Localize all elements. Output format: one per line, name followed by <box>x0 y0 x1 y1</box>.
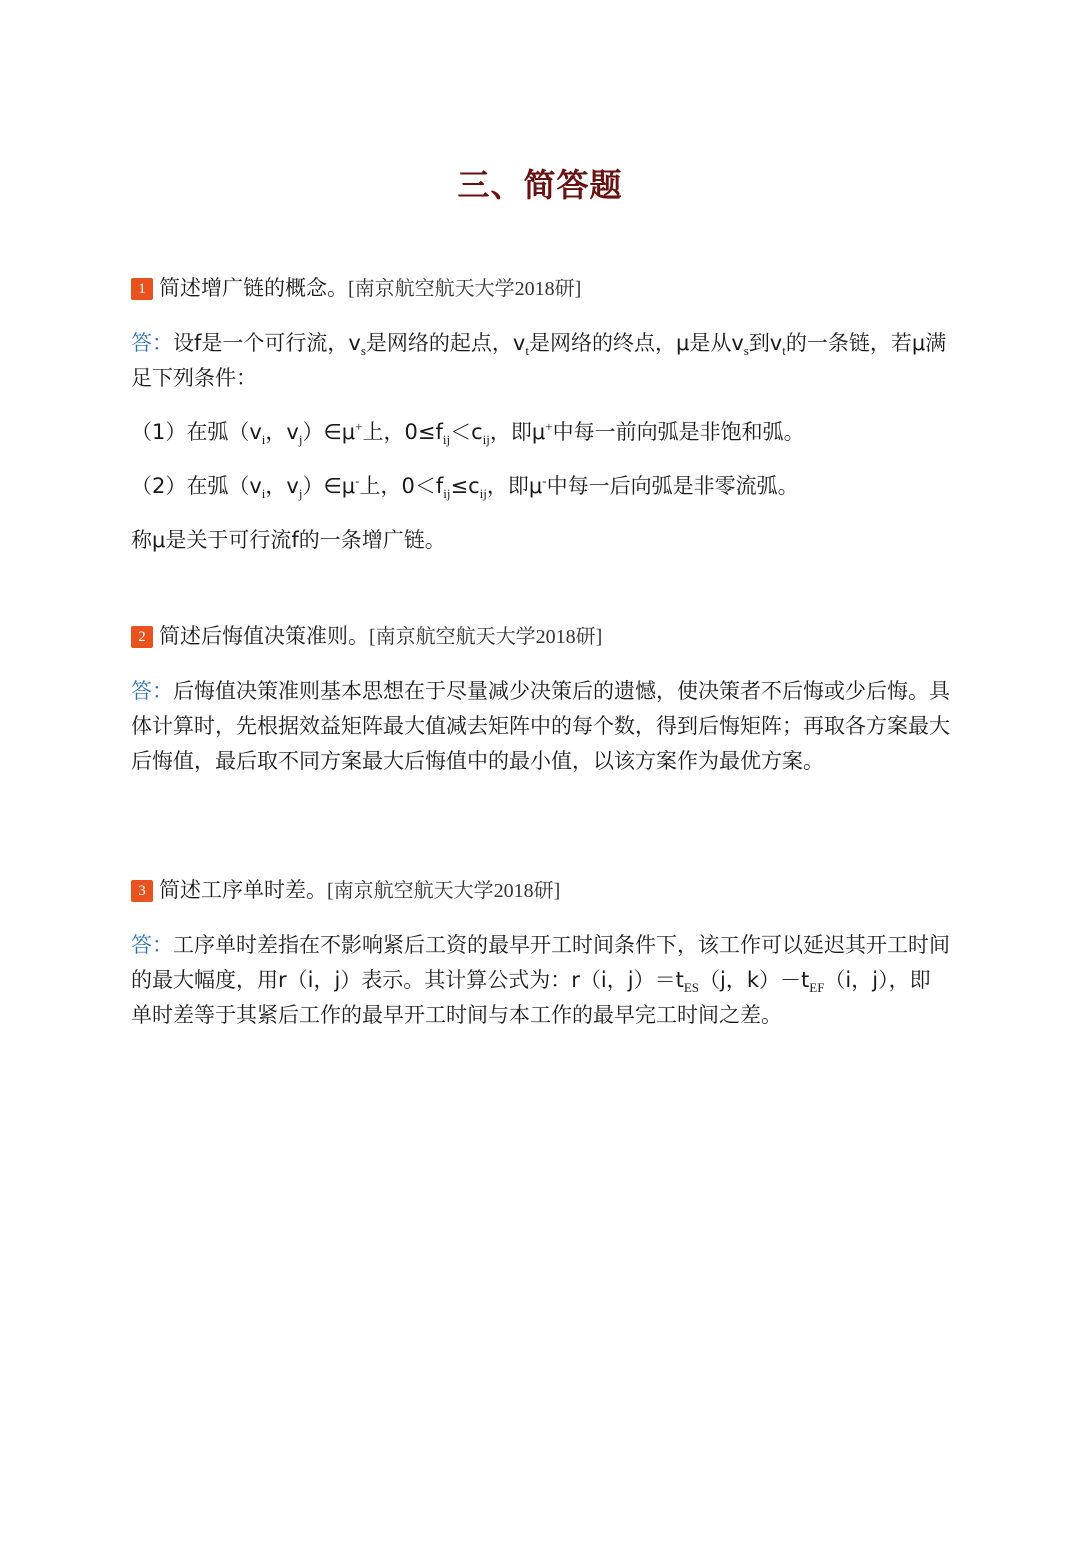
question-source: [南京航空航天大学2018研] <box>369 626 603 648</box>
question-text: 简述后悔值决策准则。 <box>159 624 369 648</box>
condition-2: （2）在弧（$v_i$，$v_j)\in\mu^-$上，$0<f_{ij}\le c_{ij}$，即μ-中每一后向弧是非零流弧。 <box>131 473 799 502</box>
condition-1: （1）在弧（$v_i$，$v_j)\in\mu^+$上，$0\le f_{ij}<c_{ij}$，即μ+中每一前向弧是非饱和弧。 <box>131 419 805 448</box>
question-text: 简述工序单时差。 <box>159 878 327 902</box>
answer-paragraph: 答：后悔值决策准则基本思想在于尽量减少决策后的遗憾，使决策者不后悔或少后悔。具体计算时，先根据效益矩阵最大值减去矩阵中的每个数，得到后悔矩阵；再取各方案最大后悔值，最后取不同方案最大后悔值中的最小值，以该方案作为最优方案。 <box>131 679 950 773</box>
question-3 <box>131 875 951 1033</box>
answer-paragraph: 答：工序单时差指在不影响紧后工资的最早开工时间条件下，该工作可以延迟其开工时间的最大幅度，用r（i，j）表示。其计算公式为：r（i，$j)=t_{ES}(j$，$k)-t_{EF}(i$，j），即单时差等于其紧后工作的最早开工时间与本工作的最早完工时间之差。 <box>131 933 950 1027</box>
question-2-heading <box>131 621 951 652</box>
answer-intro: 答：设f是一个可行流，$v_s$是网络的起点，$v_t$是网络的终点，μ是从$v_s$到$v_t$的一条链，若μ满足下列条件： <box>131 331 947 390</box>
question-source: [南京航空航天大学2018研] <box>327 880 561 902</box>
question-text: 简述增广链的概念。 <box>159 276 348 300</box>
answer-label: 答： <box>131 331 173 355</box>
answer-label: 答： <box>131 679 173 703</box>
answer-label: 答： <box>131 933 173 957</box>
question-3-heading <box>131 875 951 906</box>
question-source: [南京航空航天大学2018研] <box>348 278 582 300</box>
answer-conclusion: 称μ是关于可行流f的一条增广链。 <box>131 528 446 552</box>
question-number-badge: 2 <box>131 626 153 648</box>
question-1-heading <box>131 273 951 304</box>
question-number-badge: 1 <box>131 278 153 300</box>
question-1 <box>131 273 951 558</box>
question-number-badge: 3 <box>131 880 153 902</box>
question-2 <box>131 621 951 779</box>
page-title: 三、简答题 <box>457 166 623 204</box>
